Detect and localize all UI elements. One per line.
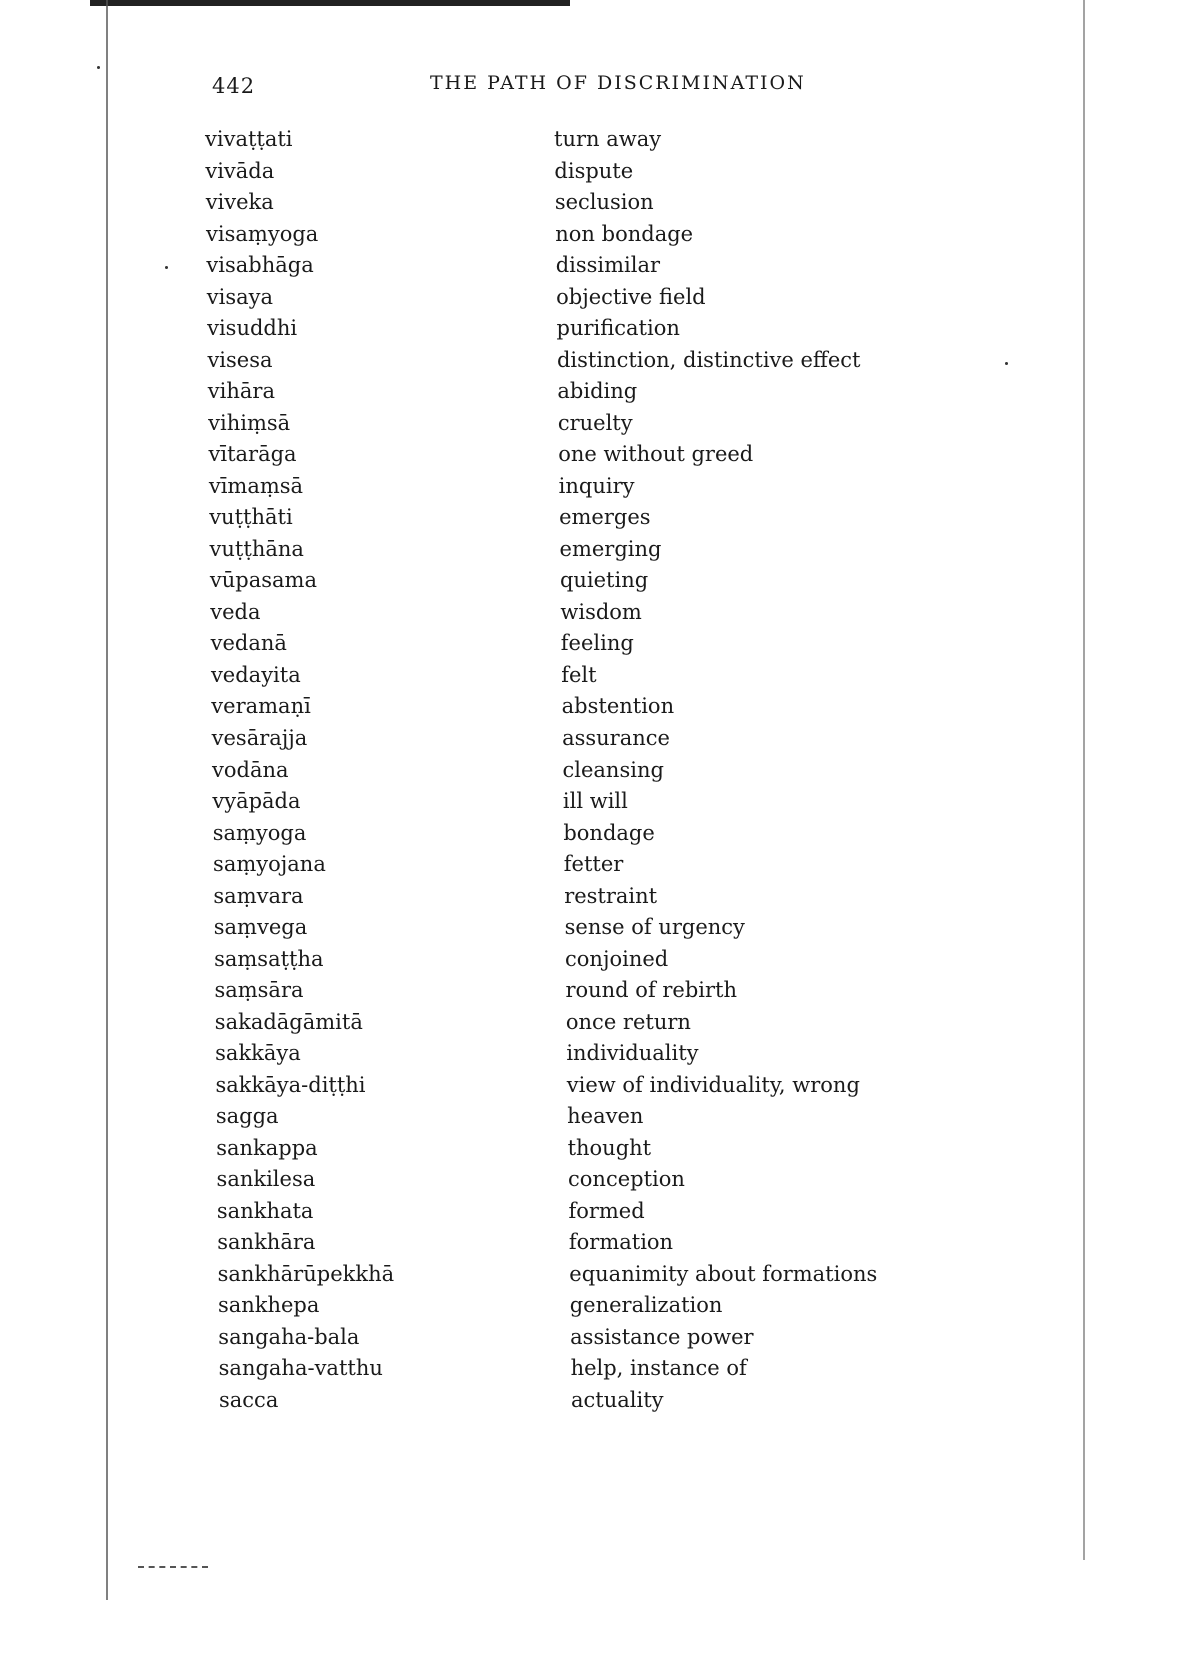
glossary-row (208, 407, 1070, 439)
glossary-gloss: conjoined (565, 946, 669, 971)
glossary-term: sangaha-bala (218, 1324, 360, 1349)
glossary-gloss: round of rebirth (565, 978, 738, 1003)
glossary-term: vīmaṃsā (208, 473, 304, 498)
glossary-row (215, 1006, 1070, 1038)
glossary-term: visaṃyoga (206, 221, 319, 246)
glossary-row (206, 218, 1070, 250)
glossary-row (208, 375, 1070, 407)
glossary-term: vuṭṭhāti (209, 505, 293, 530)
glossary-row (213, 817, 1070, 849)
glossary-term: sankilesa (216, 1167, 316, 1192)
glossary-gloss: assurance (562, 725, 670, 750)
scan-speck (97, 66, 100, 69)
glossary-term: sankhārūpekkhā (217, 1261, 395, 1286)
glossary-gloss: once return (565, 1009, 691, 1034)
glossary-term: vūpasama (209, 568, 317, 593)
glossary-row (209, 501, 1070, 533)
glossary-term: vuṭṭhāna (209, 536, 304, 561)
glossary-term: sankhata (216, 1198, 314, 1223)
glossary-term: sankhāra (217, 1230, 316, 1255)
glossary-gloss: non bondage (555, 221, 694, 246)
glossary-row (212, 754, 1070, 786)
glossary-gloss: objective field (556, 284, 706, 309)
glossary-row (213, 848, 1070, 880)
scan-speck (1005, 362, 1008, 365)
glossary-row (214, 974, 1070, 1006)
glossary-gloss: formation (568, 1230, 674, 1255)
page-number: 442 (212, 74, 256, 98)
glossary-gloss: wisdom (560, 599, 642, 624)
glossary-term: visabhāga (206, 253, 314, 278)
glossary-row (210, 533, 1070, 565)
glossary-gloss: turn away (554, 127, 662, 151)
glossary-gloss: actuality (571, 1388, 664, 1412)
glossary-term: saṃvega (213, 915, 308, 940)
glossary-term: veda (210, 599, 261, 624)
glossary-row (209, 470, 1070, 502)
glossary-row (211, 690, 1070, 722)
glossary-term: vodāna (212, 757, 289, 782)
glossary-gloss: bondage (563, 820, 655, 845)
glossary-row (207, 281, 1070, 313)
glossary-row (217, 1163, 1070, 1195)
glossary-gloss: emerges (559, 505, 651, 530)
glossary-term: sakadāgāmitā (214, 1009, 363, 1034)
glossary-gloss: cleansing (562, 757, 664, 782)
glossary-gloss: abstention (561, 694, 675, 719)
glossary-term: veramaṇī (211, 694, 311, 719)
glossary-gloss: dissimilar (555, 253, 661, 278)
glossary-term: vihāra (207, 379, 275, 404)
glossary-gloss: dispute (554, 158, 634, 183)
glossary-row (214, 943, 1070, 975)
glossary-row (214, 911, 1070, 943)
glossary-gloss: cruelty (557, 410, 633, 435)
glossary-row (217, 1195, 1070, 1227)
glossary-term: vyāpāda (212, 789, 301, 814)
glossary-term: vihiṃsā (208, 410, 291, 435)
glossary-gloss: sense of urgency (564, 915, 745, 940)
glossary-term: viveka (205, 190, 274, 215)
running-head: THE PATH OF DISCRIMINATION (430, 72, 806, 94)
glossary-row (206, 249, 1070, 281)
glossary-term: saṃsāra (214, 978, 304, 1003)
glossary-row (218, 1258, 1070, 1290)
glossary-gloss: seclusion (554, 190, 654, 215)
glossary-row (216, 1069, 1071, 1101)
glossary-row (210, 564, 1070, 596)
glossary-gloss: one without greed (558, 442, 754, 467)
glossary-term: vivaṭṭati (205, 127, 293, 151)
glossary-term: visesa (207, 347, 273, 372)
glossary-gloss: quieting (559, 568, 649, 593)
glossary-row (215, 1037, 1070, 1069)
glossary-term: saṃyojana (213, 852, 326, 877)
glossary-row (219, 1352, 1070, 1384)
glossary-row (216, 1100, 1070, 1132)
glossary-row (211, 627, 1070, 659)
glossary-gloss: formed (568, 1198, 645, 1223)
glossary-gloss: view of individuality, wrong (566, 1072, 860, 1097)
glossary-row (217, 1226, 1070, 1258)
glossary-gloss: purification (556, 316, 680, 341)
glossary-term: vesārajja (211, 725, 308, 750)
glossary-gloss: distinction, distinctive effect (556, 347, 861, 372)
glossary-gloss: ill will (562, 789, 628, 814)
glossary-gloss: abiding (557, 379, 638, 404)
scan-bottom-mark (138, 1566, 208, 1570)
glossary-row (205, 155, 1070, 187)
glossary-row (212, 722, 1070, 754)
glossary-term: sankappa (216, 1135, 318, 1160)
glossary-term: vedanā (210, 631, 287, 656)
scan-speck (165, 266, 168, 269)
glossary-row (212, 785, 1070, 817)
glossary-row (210, 596, 1070, 628)
glossary-row (219, 1384, 1070, 1416)
glossary-gloss: fetter (563, 852, 624, 877)
glossary-term: sankhepa (217, 1293, 320, 1318)
glossary-term: vītarāga (208, 442, 297, 467)
glossary-term: sacca (219, 1388, 279, 1412)
glossary-gloss: thought (567, 1135, 652, 1160)
glossary-row (209, 438, 1071, 470)
glossary-row (216, 1132, 1070, 1164)
glossary-gloss: feeling (560, 631, 634, 656)
glossary-term: saṃyoga (212, 820, 307, 845)
glossary-row (218, 1289, 1070, 1321)
glossary-row (207, 312, 1070, 344)
glossary-gloss: equanimity about formations (569, 1261, 878, 1286)
glossary-row (207, 344, 1070, 376)
glossary-term: visaya (206, 284, 274, 309)
glossary-term: vedayita (210, 662, 301, 687)
glossary-term: sakkāya (215, 1041, 301, 1066)
glossary-row (211, 659, 1070, 691)
glossary-row (213, 880, 1070, 912)
glossary-term: visuddhi (207, 316, 298, 341)
glossary-gloss: inquiry (558, 473, 635, 498)
glossary-gloss: conception (568, 1167, 685, 1192)
glossary-row (205, 123, 1070, 155)
glossary-gloss: generalization (569, 1293, 723, 1318)
glossary-gloss: heaven (567, 1104, 644, 1129)
glossary-term: saṃvara (213, 883, 304, 908)
glossary-row (218, 1321, 1070, 1353)
glossary-gloss: felt (561, 662, 597, 687)
glossary-term: sangaha-vatthu (218, 1356, 383, 1381)
glossary-gloss: help, instance of (570, 1356, 747, 1381)
glossary-term: saṃsaṭṭha (214, 946, 324, 971)
glossary-row (206, 186, 1070, 218)
glossary-gloss: individuality (566, 1041, 699, 1066)
glossary-gloss: emerging (559, 536, 662, 561)
glossary-term: vivāda (205, 158, 275, 183)
glossary-term: sagga (215, 1104, 279, 1129)
glossary-gloss: assistance power (570, 1324, 754, 1349)
glossary-gloss: restraint (564, 883, 658, 908)
glossary-term: sakkāya-diṭṭhi (215, 1072, 366, 1097)
